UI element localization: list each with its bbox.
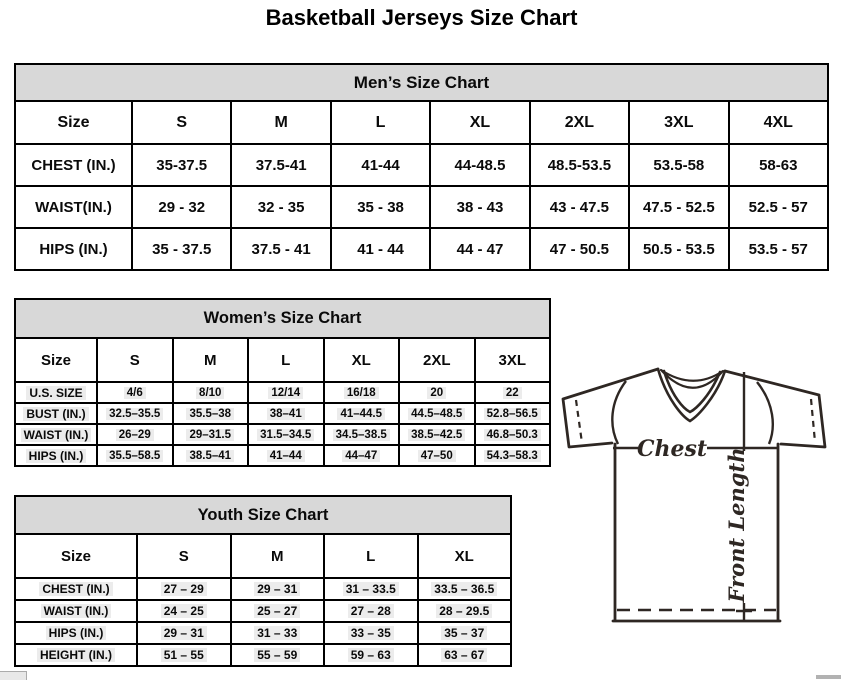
size-value-cell: 54.3–58.3: [475, 445, 551, 466]
size-value-cell: 31 – 33: [231, 622, 325, 644]
size-value-cell: 29–31.5: [173, 424, 249, 445]
table-caption-row: [15, 64, 828, 101]
youth-table-title: Youth Size Chart: [15, 496, 511, 534]
size-value-cell: 41–44.5: [324, 403, 400, 424]
measurement-row: [15, 403, 550, 424]
size-header-l: L: [331, 101, 430, 144]
size-value-cell: 35 - 37.5: [132, 228, 231, 270]
armhole-seams: [612, 381, 772, 444]
size-value-cell: 8/10: [173, 382, 249, 403]
size-value-cell: 53.5 - 57: [729, 228, 828, 270]
size-value-cell: 44 - 47: [430, 228, 529, 270]
mens-size-table: [14, 63, 829, 271]
horizontal-scrollbar-fragment[interactable]: [816, 675, 841, 679]
size-value-cell: 12/14: [248, 382, 324, 403]
size-value-cell: 31 – 33.5: [324, 578, 418, 600]
measurement-row: [15, 445, 550, 466]
row-label: HIPS (IN.): [15, 228, 132, 270]
youth-size-table: [14, 495, 512, 667]
measurement-row: [15, 644, 511, 666]
mens-table-title: Men’s Size Chart: [15, 64, 828, 101]
measurement-row: [15, 600, 511, 622]
size-value-cell: 53.5-58: [629, 144, 728, 186]
size-value-cell: 47–50: [399, 445, 475, 466]
mens-header-row: [15, 101, 828, 144]
measurement-row: [15, 578, 511, 600]
size-value-cell: 31.5–34.5: [248, 424, 324, 445]
page-title: Basketball Jerseys Size Chart: [265, 5, 578, 30]
size-value-cell: 35.5–38: [173, 403, 249, 424]
chest-measure-label: Chest: [636, 436, 708, 462]
size-value-cell: 47.5 - 52.5: [629, 186, 728, 228]
size-header-2xl: 2XL: [399, 338, 475, 382]
size-value-cell: 22: [475, 382, 551, 403]
size-value-cell: 37.5-41: [231, 144, 330, 186]
size-value-cell: 47 - 50.5: [530, 228, 629, 270]
table-caption-row: [15, 299, 550, 338]
size-value-cell: 58-63: [729, 144, 828, 186]
size-value-cell: 59 – 63: [324, 644, 418, 666]
size-value-cell: 38.5–41: [173, 445, 249, 466]
size-value-cell: 44-48.5: [430, 144, 529, 186]
size-value-cell: 28 – 29.5: [418, 600, 512, 622]
size-header-m: M: [231, 101, 330, 144]
size-value-cell: 52.8–56.5: [475, 403, 551, 424]
size-value-cell: 44.5–48.5: [399, 403, 475, 424]
size-value-cell: 32.5–35.5: [97, 403, 173, 424]
size-value-cell: 63 – 67: [418, 644, 512, 666]
size-value-cell: 43 - 47.5: [530, 186, 629, 228]
size-value-cell: 41–44: [248, 445, 324, 466]
row-label: BUST (IN.): [15, 403, 97, 424]
row-label: U.S. SIZE: [15, 382, 97, 403]
measurement-row: [15, 424, 550, 445]
row-label: WAIST(IN.): [15, 186, 132, 228]
size-header-3xl: 3XL: [629, 101, 728, 144]
size-value-cell: 35 - 38: [331, 186, 430, 228]
measurement-row: [15, 186, 828, 228]
size-value-cell: 27 – 28: [324, 600, 418, 622]
youth-header-row: [15, 534, 511, 578]
size-value-cell: 4/6: [97, 382, 173, 403]
measurement-row: [15, 144, 828, 186]
size-value-cell: 29 – 31: [231, 578, 325, 600]
womens-header-row: [15, 338, 550, 382]
size-header-s: S: [137, 534, 231, 578]
row-label: CHEST (IN.): [15, 144, 132, 186]
size-value-cell: 50.5 - 53.5: [629, 228, 728, 270]
size-value-cell: 38–41: [248, 403, 324, 424]
size-value-cell: 48.5-53.5: [530, 144, 629, 186]
row-label: HEIGHT (IN.): [15, 644, 137, 666]
size-header-xl: XL: [418, 534, 512, 578]
size-value-cell: 52.5 - 57: [729, 186, 828, 228]
size-header-l: L: [248, 338, 324, 382]
jersey-outline: [563, 369, 825, 621]
womens-size-table: [14, 298, 551, 467]
row-label: HIPS (IN.): [15, 622, 137, 644]
size-value-cell: 16/18: [324, 382, 400, 403]
size-value-cell: 29 - 32: [132, 186, 231, 228]
table-caption-row: [15, 496, 511, 534]
measurement-row: [15, 622, 511, 644]
measurement-row: [15, 228, 828, 270]
size-header-l: L: [324, 534, 418, 578]
size-value-cell: 25 – 27: [231, 600, 325, 622]
row-label: WAIST (IN.): [15, 600, 137, 622]
size-value-cell: 27 – 29: [137, 578, 231, 600]
size-value-cell: 24 – 25: [137, 600, 231, 622]
size-value-cell: 26–29: [97, 424, 173, 445]
size-header-s: S: [97, 338, 173, 382]
size-value-cell: 38.5–42.5: [399, 424, 475, 445]
size-header-xl: XL: [430, 101, 529, 144]
size-value-cell: 34.5–38.5: [324, 424, 400, 445]
row-label: HIPS (IN.): [15, 445, 97, 466]
size-value-cell: 41-44: [331, 144, 430, 186]
size-value-cell: 29 – 31: [137, 622, 231, 644]
size-header-2xl: 2XL: [530, 101, 629, 144]
size-column-header: Size: [15, 338, 97, 382]
jersey-measurement-diagram: [556, 353, 843, 679]
size-value-cell: 20: [399, 382, 475, 403]
size-value-cell: 46.8–50.3: [475, 424, 551, 445]
size-value-cell: 32 - 35: [231, 186, 330, 228]
size-header-3xl: 3XL: [475, 338, 551, 382]
size-value-cell: 44–47: [324, 445, 400, 466]
row-label: CHEST (IN.): [15, 578, 137, 600]
size-value-cell: 55 – 59: [231, 644, 325, 666]
size-value-cell: 37.5 - 41: [231, 228, 330, 270]
size-value-cell: 33.5 – 36.5: [418, 578, 512, 600]
size-value-cell: 35-37.5: [132, 144, 231, 186]
size-value-cell: 41 - 44: [331, 228, 430, 270]
size-header-4xl: 4XL: [729, 101, 828, 144]
size-header-xl: XL: [324, 338, 400, 382]
measurement-row: [15, 382, 550, 403]
size-value-cell: 35.5–58.5: [97, 445, 173, 466]
size-column-header: Size: [15, 101, 132, 144]
size-value-cell: 51 – 55: [137, 644, 231, 666]
size-value-cell: 35 – 37: [418, 622, 512, 644]
size-header-m: M: [173, 338, 249, 382]
size-header-s: S: [132, 101, 231, 144]
row-label: WAIST (IN.): [15, 424, 97, 445]
size-column-header: Size: [15, 534, 137, 578]
size-value-cell: 33 – 35: [324, 622, 418, 644]
womens-table-title: Women’s Size Chart: [15, 299, 550, 338]
size-header-m: M: [231, 534, 325, 578]
size-value-cell: 38 - 43: [430, 186, 529, 228]
front-length-measure-label: Front Length: [724, 447, 749, 603]
